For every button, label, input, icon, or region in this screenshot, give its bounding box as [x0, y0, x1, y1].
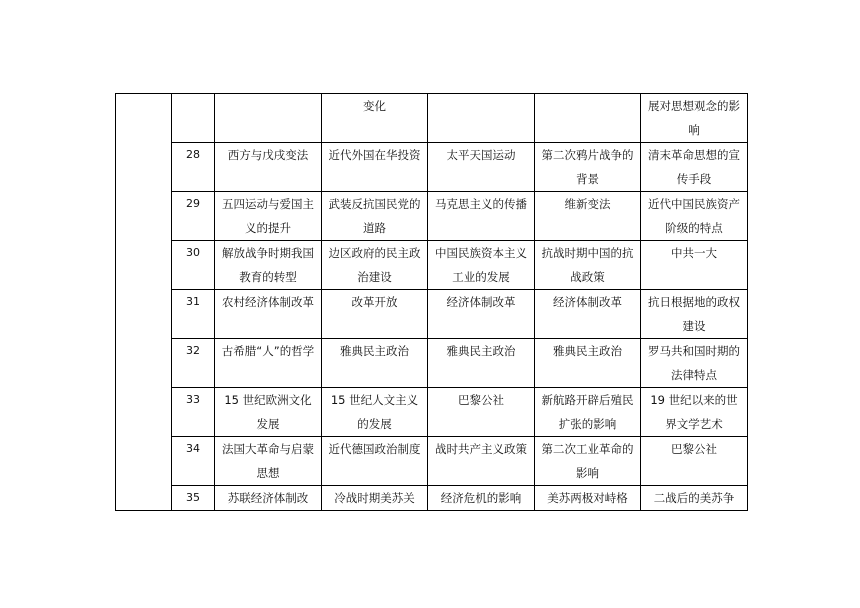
- topic-cell: 经济体制改革: [535, 290, 641, 339]
- table-row: [116, 437, 748, 486]
- topic-cell: 近代德国政治制度: [322, 437, 428, 486]
- topic-cell: 二战后的美苏争: [641, 486, 748, 511]
- topic-cell: 抗日根据地的政权建设: [641, 290, 748, 339]
- topic-cell: 第二次鸦片战争的背景: [535, 143, 641, 192]
- topic-cell: 第二次工业革命的影响: [535, 437, 641, 486]
- topic-cell: 雅典民主政治: [322, 339, 428, 388]
- topic-cell: 五四运动与爱国主义的提升: [215, 192, 322, 241]
- topic-cell: 马克思主义的传播: [428, 192, 535, 241]
- topic-cell: 经济危机的影响: [428, 486, 535, 511]
- topic-cell: 15 世纪欧洲文化发展: [215, 388, 322, 437]
- topic-cell: [215, 94, 322, 143]
- row-number-cell: 30: [172, 241, 215, 290]
- row-number-cell: [172, 94, 215, 143]
- topic-cell: 西方与戊戌变法: [215, 143, 322, 192]
- table-row: [116, 143, 748, 192]
- topic-cell: 中共一大: [641, 241, 748, 290]
- topic-cell: 巴黎公社: [641, 437, 748, 486]
- topic-cell: 战时共产主义政策: [428, 437, 535, 486]
- topic-cell: 维新变法: [535, 192, 641, 241]
- topic-cell: 边区政府的民主政治建设: [322, 241, 428, 290]
- topic-cell: 15 世纪人文主义的发展: [322, 388, 428, 437]
- topic-cell: 雅典民主政治: [428, 339, 535, 388]
- topic-cell: 经济体制改革: [428, 290, 535, 339]
- table-row: [116, 339, 748, 388]
- topic-cell: 近代中国民族资产阶级的特点: [641, 192, 748, 241]
- topic-cell: 解放战争时期我国教育的转型: [215, 241, 322, 290]
- topic-cell: 雅典民主政治: [535, 339, 641, 388]
- curriculum-table: [115, 93, 748, 511]
- topic-cell: 苏联经济体制改: [215, 486, 322, 511]
- topic-cell: 巴黎公社: [428, 388, 535, 437]
- row-number-cell: 35: [172, 486, 215, 511]
- table-row: [116, 290, 748, 339]
- row-number-cell: 33: [172, 388, 215, 437]
- topic-cell: 法国大革命与启蒙思想: [215, 437, 322, 486]
- row-number-cell: 34: [172, 437, 215, 486]
- row-number-cell: 32: [172, 339, 215, 388]
- topic-cell: 古希腊“人”的哲学: [215, 339, 322, 388]
- table-row: [116, 192, 748, 241]
- topic-cell: 美苏两极对峙格: [535, 486, 641, 511]
- topic-cell: 展对思想观念的影响: [641, 94, 748, 143]
- topic-cell: 19 世纪以来的世界文学艺术: [641, 388, 748, 437]
- topic-cell: 变化: [322, 94, 428, 143]
- topic-cell: 冷战时期美苏关: [322, 486, 428, 511]
- topic-cell: 太平天国运动: [428, 143, 535, 192]
- row-number-cell: 28: [172, 143, 215, 192]
- table-row: [116, 94, 748, 143]
- topic-cell: 抗战时期中国的抗战政策: [535, 241, 641, 290]
- merged-category-cell: [116, 94, 172, 511]
- table-row: [116, 486, 748, 511]
- table-row: [116, 388, 748, 437]
- row-number-cell: 31: [172, 290, 215, 339]
- topic-cell: 农村经济体制改革: [215, 290, 322, 339]
- topic-cell: 中国民族资本主义工业的发展: [428, 241, 535, 290]
- topic-cell: 武装反抗国民党的道路: [322, 192, 428, 241]
- topic-cell: 清末革命思想的宣传手段: [641, 143, 748, 192]
- topic-cell: 改革开放: [322, 290, 428, 339]
- topic-cell: 新航路开辟后殖民扩张的影响: [535, 388, 641, 437]
- table-row: [116, 241, 748, 290]
- topic-cell: 罗马共和国时期的法律特点: [641, 339, 748, 388]
- topic-cell: [428, 94, 535, 143]
- topic-cell: [535, 94, 641, 143]
- topic-cell: 近代外国在华投资: [322, 143, 428, 192]
- row-number-cell: 29: [172, 192, 215, 241]
